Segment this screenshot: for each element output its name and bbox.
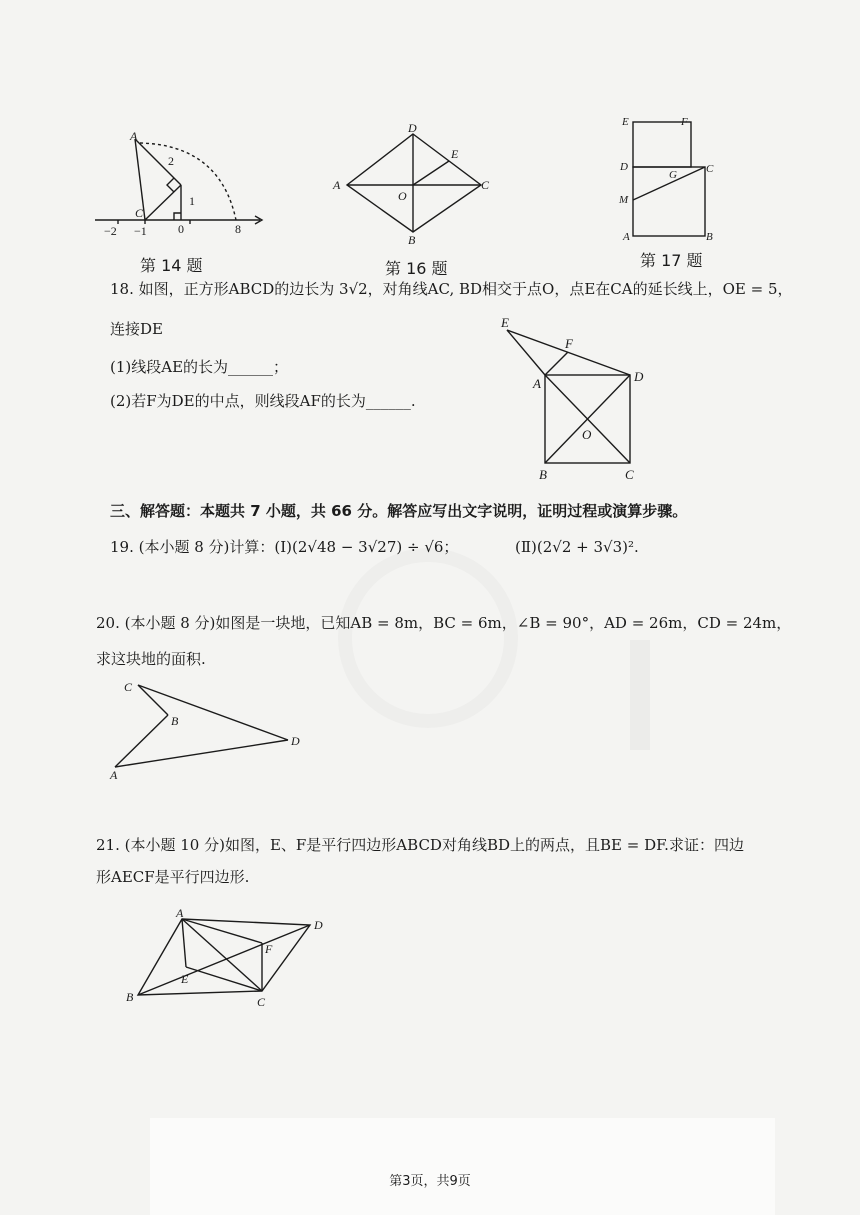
fig18-label-A: A [533, 376, 541, 391]
q19-part1: 19. (本小题 8 分)计算：(Ⅰ)(2√48 − 3√27) ÷ √6； [110, 538, 459, 556]
q20-line2: 求这块地的面积. [96, 650, 206, 668]
fig14-label-minus2: −2 [104, 224, 117, 238]
fig14-label-0: 0 [178, 222, 184, 236]
fig17-label-C: C [706, 163, 714, 175]
fig20-label-D: D [291, 734, 300, 748]
figure-16 [325, 120, 500, 250]
figure-17-caption: 第 17 题 [640, 251, 703, 270]
fig20-label-C: C [124, 680, 133, 694]
fig20-label-B: B [171, 714, 179, 728]
fig21-label-E: E [181, 972, 189, 986]
q18-part1: (1)线段AE的长为______； [110, 358, 289, 376]
fig17-label-M: M [619, 194, 629, 206]
fig14-label-8: 8 [235, 222, 241, 236]
fig21-label-D: D [314, 918, 323, 932]
q18-line2: 连接DE [110, 320, 163, 338]
fig14-label-A: A [130, 129, 138, 143]
footer-area [150, 1118, 775, 1215]
fig18-label-D: D [634, 369, 644, 384]
figure-14 [90, 125, 270, 240]
figure-18 [495, 310, 655, 485]
fig17-label-G: G [669, 169, 677, 181]
watermark [338, 548, 518, 728]
fig20-label-A: A [110, 768, 118, 782]
fig17-label-D: D [620, 161, 628, 173]
q20-line1: 20. (本小题 8 分)如图是一块地，已知AB = 8m，BC = 6m，∠B = 90°，AD = 26m，CD = 24m， [96, 614, 792, 632]
fig21-label-C: C [257, 995, 266, 1009]
fig17-label-A: A [623, 231, 630, 243]
fig18-label-O: O [582, 427, 592, 442]
fig17-label-B: B [706, 231, 713, 243]
section-3-heading: 三、解答题：本题共 7 小题，共 66 分。解答应写出文字说明，证明过程或演算步骤。 [110, 502, 688, 520]
q19-part2: (Ⅱ)(2√2 + 3√3)². [515, 538, 639, 556]
fig17-label-F: F [681, 116, 688, 128]
fig18-label-C: C [625, 467, 634, 482]
figure-17 [615, 110, 725, 245]
fig16-label-A: A [333, 178, 341, 192]
page-footer: 第3页，共9页 [389, 1174, 471, 1189]
fig16-label-D: D [408, 121, 417, 135]
fig21-label-A: A [176, 906, 184, 920]
scan-shadow [630, 640, 650, 750]
fig21-label-B: B [126, 990, 134, 1004]
fig18-label-E: E [501, 315, 509, 330]
figure-16-caption: 第 16 题 [385, 259, 448, 278]
figure-14-caption: 第 14 题 [140, 256, 203, 275]
fig16-label-E: E [451, 147, 459, 161]
q18-part2: (2)若F为DE的中点，则线段AF的长为______. [110, 392, 416, 410]
figure-21 [120, 905, 335, 1015]
fig14-label-minus1: −1 [134, 224, 147, 238]
q18-line1: 18. 如图，正方形ABCD的边长为 3√2，对角线AC, BD相交于点O，点E在CA的延长线上，OE = 5， [110, 280, 793, 298]
fig16-label-B: B [408, 233, 416, 247]
fig14-label-1: 1 [189, 194, 195, 208]
fig14-label-2: 2 [168, 154, 174, 168]
q21-line1: 21. (本小题 10 分)如图，E、F是平行四边形ABCD对角线BD上的两点，且BE = DF.求证：四边 [96, 836, 744, 854]
q21-line2: 形AECF是平行四边形. [96, 868, 250, 886]
fig16-label-O: O [398, 189, 407, 203]
fig16-label-C: C [481, 178, 490, 192]
fig14-label-C: C [135, 206, 144, 220]
fig17-label-E: E [622, 116, 629, 128]
fig18-label-F: F [565, 336, 573, 351]
figure-20 [100, 675, 315, 785]
fig21-label-F: F [265, 942, 273, 956]
fig18-label-B: B [539, 467, 547, 482]
